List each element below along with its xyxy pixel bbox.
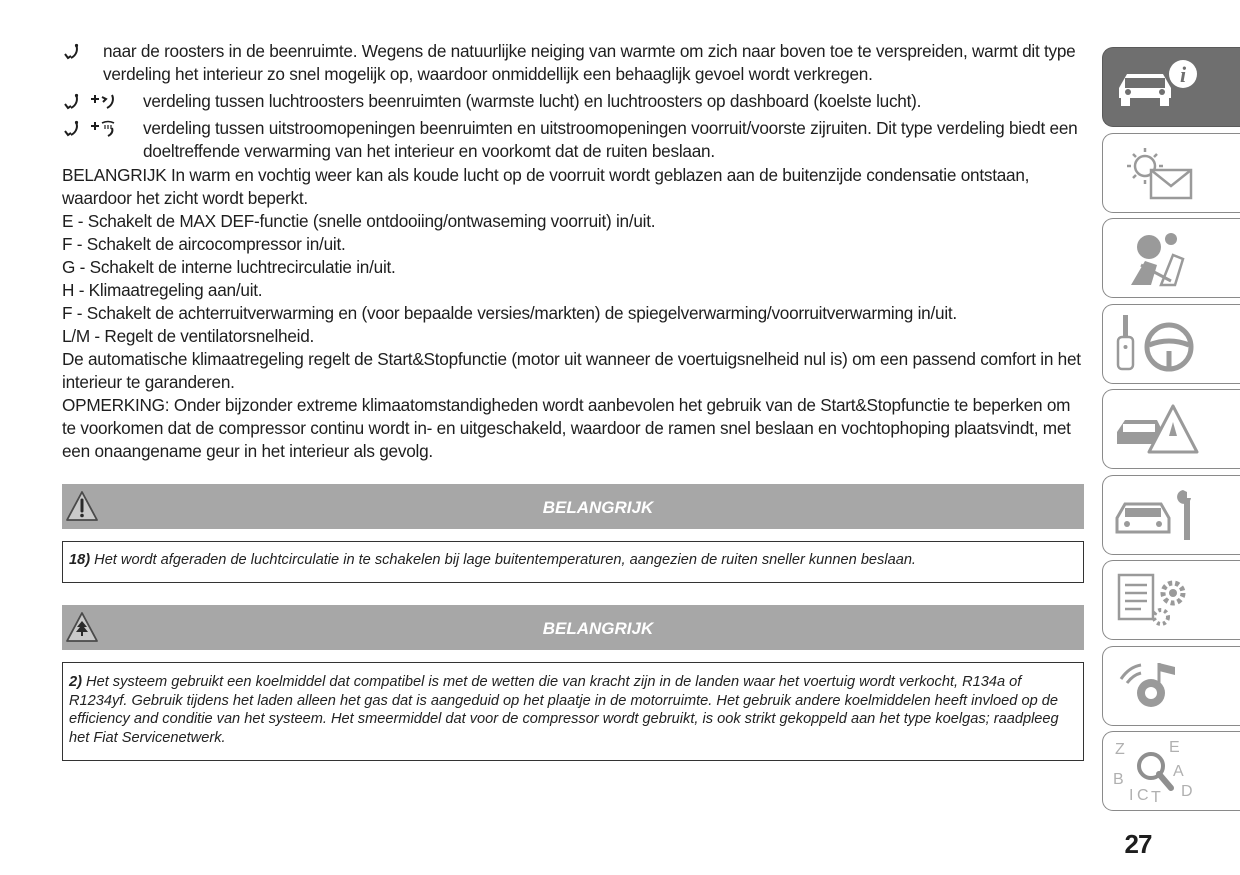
paragraph-g: G - Schakelt de interne luchtrecirculatie in/uit. [62,257,396,277]
warning-header-1 [62,484,1084,529]
car-maintenance-icon [1111,482,1203,548]
svg-text:C: C [1137,787,1149,804]
paragraph-e: E - Schakelt de MAX DEF-functie (snelle ontdooiing/ontwaseming voorruit) in/uit. [62,211,656,231]
floor-vent-icon [62,120,84,138]
vent-row-text: naar de roosters in de beenruimte. Wegens de natuurlijke neiging van warmte om zich naar boven toe te verspreiden, warmt dit type verdeling het interieur zo snel mogelijk op, waardoor onmiddellijk een behaaglijk gevoel wordt verkregen. [103,41,1076,84]
main-content [62,40,1084,463]
floor-vent-icon [62,43,84,61]
warning-box-2 [62,662,1084,761]
emergency-car-icon [1111,396,1203,462]
safety-airbag-icon [1111,225,1203,291]
paragraph-f2: F - Schakelt de achterruitverwarming en (voor bepaalde versies/markten) de spiegelverwarming/voorruitverwarming in/uit. [62,303,957,323]
plus-windscreen-vent-icon [90,120,120,138]
paragraph-h: H - Klimaatregeling aan/uit. [62,280,263,300]
vent-row-floor-windscreen [62,117,1084,163]
paragraph-belangrijk: BELANGRIJK In warm en vochtig weer kan als koude lucht op de voorruit wordt geblazen aan de buitenzijde condensatie ontstaan, waardoor het zicht wordt beperkt. [62,165,1030,208]
svg-text:Z: Z [1115,741,1125,758]
side-tab-warning-lights[interactable] [1102,133,1240,213]
svg-text:D: D [1181,783,1193,800]
floor-vent-icon [62,93,84,111]
side-tab-safety[interactable] [1102,218,1240,298]
warning-text: Het wordt afgeraden de luchtcirculatie in te schakelen bij lage buitentemperaturen, aangezien de ruiten sneller kunnen beslaan. [94,552,916,568]
vent-row-text: verdeling tussen luchtroosters beenruimten (warmste lucht) en luchtroosters op dashboard (koelste lucht). [143,91,922,111]
side-tab-technical-data[interactable] [1102,560,1240,640]
plus-dashboard-vent-icon [90,93,120,111]
svg-text:E: E [1169,739,1180,756]
warning-lights-messages-icon [1111,140,1203,206]
warning-title: BELANGRIJK [542,619,654,638]
side-tab-multimedia[interactable] [1102,646,1240,726]
vent-row-floor-dashboard [62,90,1084,113]
side-tab-starting-driving[interactable] [1102,304,1240,384]
paragraph-f: F - Schakelt de aircocompressor in/uit. [62,234,346,254]
warning-text: Het systeem gebruikt een koelmiddel dat compatibel is met de wetten die van kracht zijn in de landen waar het voertuig wordt verkocht, R134a of R1234yf. Gebruik tijdens het laden alleen het gas dat is aangeduid op het plaatje in de motorruimte. Het gebruik andere koelmiddelen heeft invloed op de efficiency and conditie van het systeem. Het smeermiddel dat voor de compressor wordt gebruikt, is ook strikt gekoppeld aan het type koelgas; raadpleeg het Fiat Servicenetwerk. [69,674,1059,746]
side-tab-car-info[interactable] [1102,47,1240,127]
paragraph-lm: L/M - Regelt de ventilatorsnelheid. [62,326,315,346]
alphabetical-index-icon [1111,738,1203,804]
multimedia-icon [1111,653,1203,719]
svg-text:i: i [1179,62,1187,87]
paragraph-start-stop: De automatische klimaatregeling regelt de Start&Stopfunctie (motor uit wanneer de voertuigsnelheid nul is) om een passend comfort in het interieur te garanderen. [62,349,1081,392]
page-number: 27 [1124,829,1152,859]
vent-row-text: verdeling tussen uitstroomopeningen beenruimten en uitstroomopeningen voorruit/voorste zijruiten. Dit type verdeling biedt een doeltreffende verwarming van het interieur en voorkomt dat de ruiten beslaan. [143,118,1078,161]
svg-text:A: A [1173,763,1184,780]
warning-box-1 [62,541,1084,583]
vent-row-floor [62,40,1084,86]
side-tab-maintenance[interactable] [1102,475,1240,555]
svg-text:B: B [1113,771,1124,788]
warning-number: 2) [69,674,82,690]
warning-number: 18) [69,552,91,568]
side-tab-emergency[interactable] [1102,389,1240,469]
car-info-icon [1111,54,1203,120]
svg-text:T: T [1151,789,1161,804]
paragraphs [62,164,1084,463]
warning-header-2 [62,605,1084,650]
technical-data-icon [1111,567,1203,633]
side-tab-index[interactable] [1102,731,1240,811]
warning-title: BELANGRIJK [542,498,654,517]
paragraph-opmerking: OPMERKING: Onder bijzonder extreme klimaatomstandigheden wordt aanbevolen het gebruik van de Start&Stopfunctie te beperken om te voorkomen dat de compressor continu wordt in- en uitgeschakeld, waardoor de ramen snel beslaan en vochtophoping plaatsvindt, met een onaangename geur in het interieur als gevolg. [62,395,1071,461]
svg-text:I: I [1129,787,1134,804]
key-steering-wheel-icon [1111,311,1203,377]
